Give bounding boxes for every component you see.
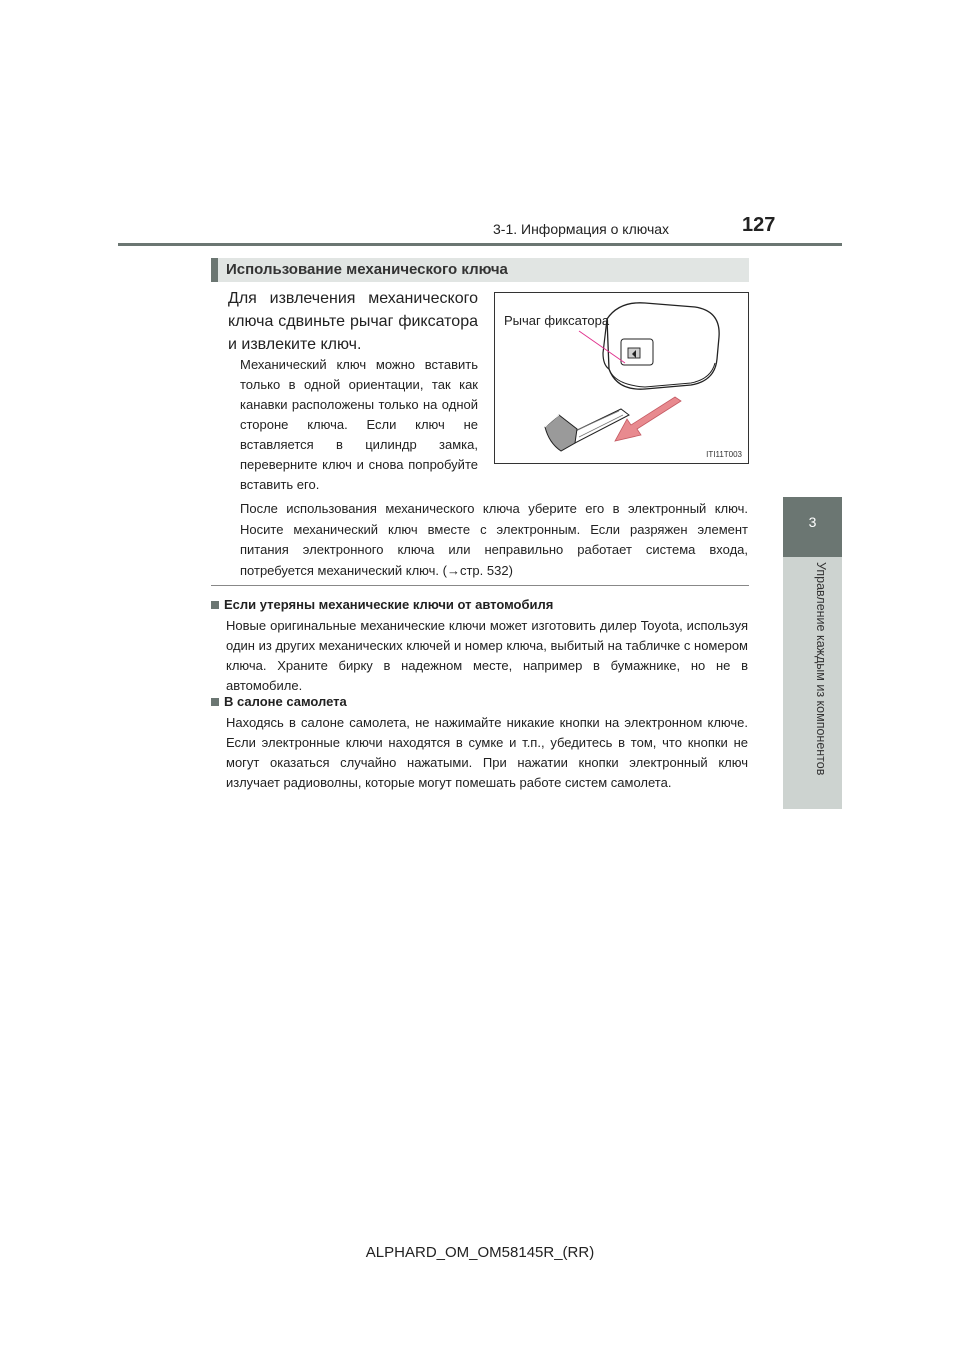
- reference-arrow: →: [446, 562, 460, 578]
- header-section-title: 3-1. Информация о ключах: [493, 221, 670, 237]
- note-bullet-icon: [211, 698, 219, 706]
- header-rule: [118, 243, 842, 246]
- note-lost-keys-text: Новые оригинальные механические ключи может изготовить дилер Toyota, используя один из других механических ключей и номер ключа, выбитый на табличке с номером ключа. Храните бирку в надежном месте, например в бумажнике, но не в автомобиле.: [226, 618, 748, 693]
- note-airplane-text: Находясь в салоне самолета, не нажимайте никакие кнопки на электронном ключе. Если электронные ключи находятся в сумке и т.п., убедитесь в том, что кнопки не могут оказаться случайно нажатыми. При нажатии кнопки электронный ключ излучает радиоволны, которые могут помешать работе систем самолета.: [226, 715, 748, 790]
- section-divider: [211, 585, 749, 586]
- after-use-note: [240, 499, 748, 581]
- pull-direction-arrow: [615, 397, 681, 441]
- chapter-label: Управление каждым из компонентов: [814, 562, 828, 776]
- page-reference-link[interactable]: стр. 532): [459, 562, 513, 578]
- note-bullet-icon: [211, 601, 219, 609]
- section-heading-accent: [211, 258, 218, 282]
- note-lost-keys-title: Если утеряны механические ключи от автомобиля: [211, 597, 553, 612]
- main-instruction: Для извлечения механического ключа сдвиньте рычаг фиксатора и извлеките ключ.: [228, 290, 478, 353]
- section-title: Использование механического ключа: [226, 261, 508, 278]
- figure-code: ITI11T003: [706, 450, 742, 459]
- chapter-number: 3: [808, 514, 817, 530]
- after-use-text: После использования механического ключа уберите его в электронный ключ. Носите механический ключ вместе с электронным. Если разряжен элемент питания электронного ключа или неправильно работает система входа, потребуется механический ключ. (: [240, 501, 748, 578]
- orientation-note: Механический ключ можно вставить только в одной ориентации, так как канавки расположены только на одной стороне ключа. Если ключ не вставляется в цилиндр замка, переверните ключ и снова попробуйте вставить его.: [240, 357, 478, 492]
- page-number: 127: [742, 214, 776, 236]
- release-lever-callout: Рычаг фиксатора: [504, 313, 610, 328]
- key-illustration: [494, 292, 749, 464]
- key-head: [545, 415, 577, 451]
- document-id-footer: ALPHARD_OM_OM58145R_(RR): [365, 1244, 595, 1261]
- note-airplane-title: В салоне самолета: [211, 694, 347, 709]
